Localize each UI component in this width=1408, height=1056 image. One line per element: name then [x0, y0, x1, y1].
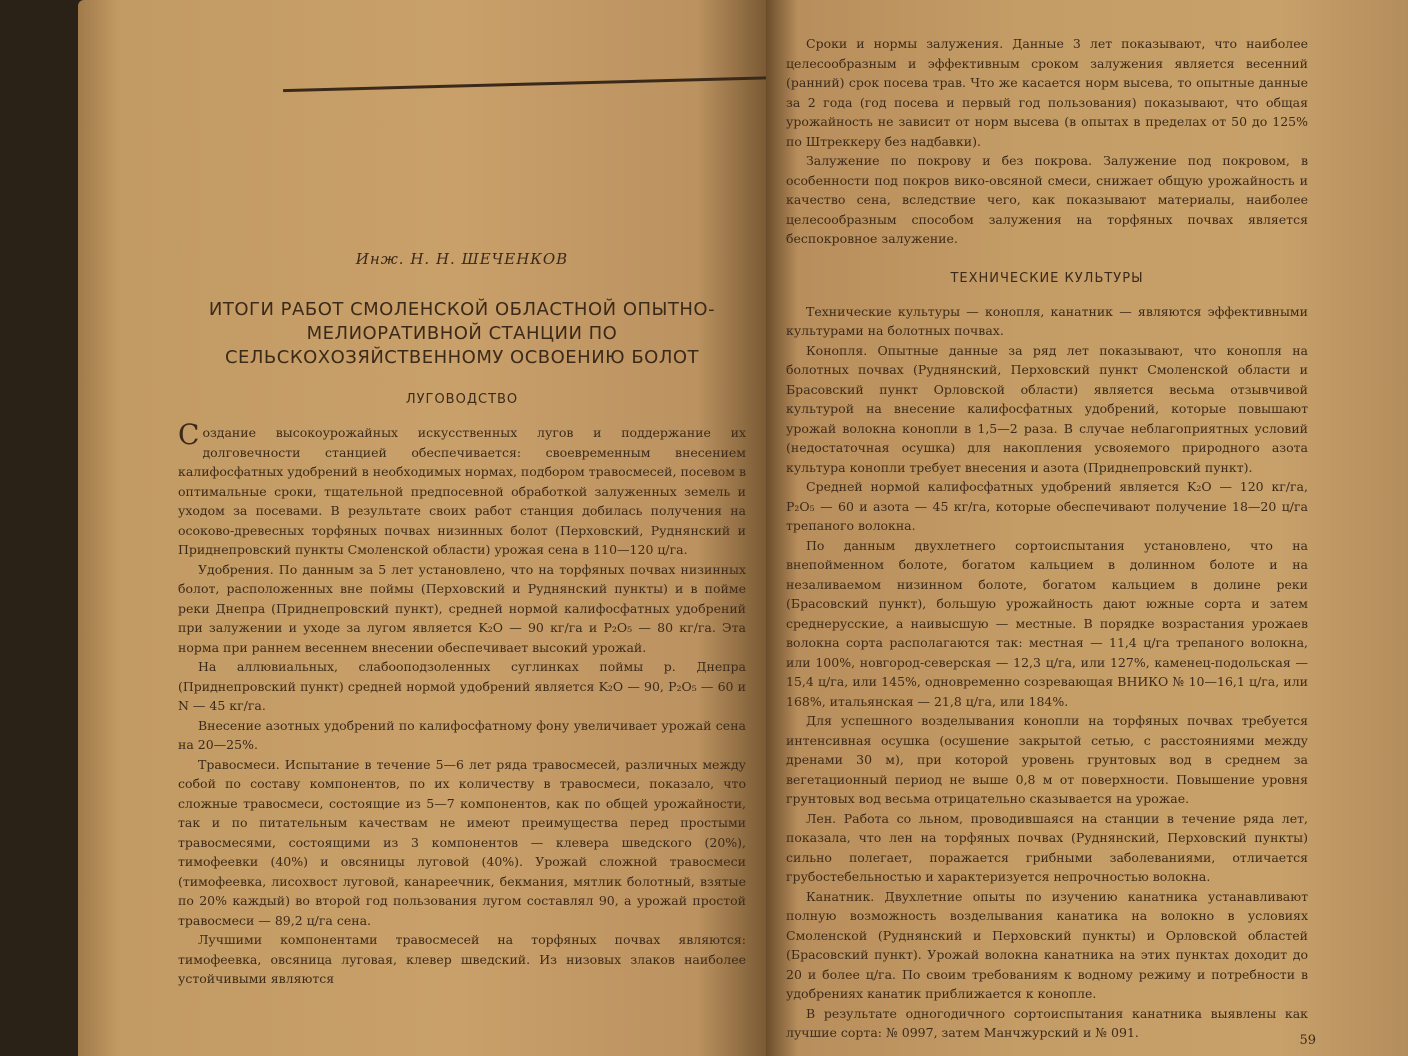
page-number: 59 — [1299, 1033, 1316, 1048]
paragraph: Средней нормой калифосфатных удобрений является K₂O — 120 кг/га, P₂O₅ — 60 и азота — 45 кг/га, которые обеспечивают получение 18—20 ц/га трепаного волокна. — [786, 479, 1308, 533]
left-page — [78, 0, 766, 1056]
section-heading: ТЕХНИЧЕСКИЕ КУЛЬТУРЫ — [950, 270, 1144, 286]
paragraph: Лен. Работа со льном, проводившаяся на станции в течение ряда лет, показала, что лен на торфяных почвах (Руднянский, Перховский пункты) сильно полегает, поражается грибными заболеваниями, отличается грубостебельностью и характеризуется непрочностью волокна. — [786, 810, 1308, 884]
paragraph: Внесение азотных удобрений по калифосфатному фону увеличивает урожай сена на 20—25%. — [178, 717, 746, 752]
paragraph: Сроки и нормы залужения. Данные 3 лет показывают, что наиболее целесообразным и эффективным сроком залужения является весенний (ранний) срок посева трав. Что же касается норм высева, то опытные данные за 2 года (год посева и первый год пользования) показывают, что общая урожайность не зависит от норм высева (в опытах в пределах от 50 до 125% по Штреккеру без надбавки). — [786, 36, 1308, 149]
paragraph: Технические культуры — конопля, канатник — являются эффективными культурами на болотных почвах. — [786, 303, 1308, 338]
paragraph: Канатник. Двухлетние опыты по изучению канатника устанавливают полную возможность возделывания канатика на волокно в условиях Смоленской (Руднянский и Перховский пункты) и Орловской областей (Брасовский пункт). Урожай волокна канатника на этих пунктах доходит до 20 и более ц/га. По своим требованиям к водному режиму и потребности в удобрениях канатик приближается к конопле. — [786, 888, 1308, 1001]
paragraph: Для успешного возделывания конопли на торфяных почвах требуется интенсивная осушка (осушение закрытой сетью, с расстояниями между дренами 30 м), при которой уровень грунтовых вод в среднем за вегетационный период не выше 0,8 м от поверхности. Повышение уровня грунтовых вод весьма отрицательно сказывается на урожае. — [786, 713, 1308, 806]
paragraph: Травосмеси. Испытание в течение 5—6 лет ряда травосмесей, различных между собой по составу компонентов, по их количеству в травосмеси, показало, что сложные травосмеси, состоящие из 5—7 компонентов, как по общей урожайности, так и по питательным качествам не имеют преимущества перед простыми травосмесями, состоящими из 3 компонентов — клевера шведского (20%), тимофеевки (40%) и овсяницы луговой (40%). Урожай сложной травосмеси (тимофеевка, лисохвост луговой, канареечник, бекмания, мятлик болотный, взятые по 20% каждый) во второй год пользования лугом составлял 90, а урожай простой травосмеси — 89,2 ц/га сена. — [178, 756, 746, 928]
paragraph: Залужение по покрову и без покрова. Залужение под покровом, в особенности под покров вико-овсяной смеси, снижает общую урожайность и качество сена, вследствие чего, как показывают материалы, наиболее целесообразным способом залужения на торфяных почвах является беспокровное залужение. — [786, 153, 1308, 246]
paragraph: Лучшими компонентами травосмесей на торфяных почвах являются: тимофеевка, овсяница луговая, клевер шведский. Из низовых злаков наиболее устойчивыми являются — [178, 932, 746, 986]
right-page — [766, 0, 1408, 1056]
article-title: ИТОГИ РАБОТ СМОЛЕНСКОЙ ОБЛАСТНОЙ ОПЫТНО-МЕЛИОРАТИВНОЙ СТАНЦИИ ПО СЕЛЬСКОХОЗЯЙСТВЕННОМУ ОСВОЕНИЮ БОЛОТ — [208, 299, 716, 368]
paragraph: По данным двухлетнего сортоиспытания установлено, что на внепойменном болоте, богатом кальцием в долинном болоте и на незаливаемом низинном болоте, богатом кальцием в долине реки (Брасовский пункт), большую урожайность дают южные сорта и затем среднерусские, а наивысшую — местные. В порядке возрастания урожаев волокна сорта располагаются так: местная — 11,4 ц/га трепаного волокна, или 100%, новгород-северская — 12,3 ц/га, или 127%, каменец-подольская — 15,4 ц/га, или 145%, одновременно созревающая ВНИКО № 10—16,1 ц/га, или 168%, итальянская — 21,8 ц/га, или 184%. — [786, 537, 1308, 709]
paragraph: На аллювиальных, слабооподзоленных суглинках поймы р. Днепра (Приднепровский пункт) средней нормой удобрений является K₂O — 90, P₂O₅ — 60 и N — 45 кг/га. — [178, 659, 746, 713]
paragraph: Создание высокоурожайных искусственных лугов и поддержание их долговечности станцией обеспечивается: своевременным внесением калифосфатных удобрений в необходимых нормах, подбором травосмесей, посевом в оптимальные сроки, тщательной предпосевной обработкой залуженных земель и уходом за посевами. В результате своих работ станция добилась получения на осоково-древесных торфяных почвах низинных болот (Перховский, Руднянский и Приднепровский пункты Смоленской области) урожая сена в 110—120 ц/га. — [178, 418, 746, 557]
paragraph: Конопля. Опытные данные за ряд лет показывают, что конопля на болотных почвах (Руднянский, Перховский пункт Смоленской области и Брасовский пункт Орловской области) является весьма отзывчивой культурой на внесение калифосфатных удобрений, которые повышают урожай волокна конопли в 1,5—2 раза. В случае неблагоприятных условий (недостаточная осушка) для накопления усвояемого природного азота культура конопли требует внесения и азота (Приднепровский пункт). — [786, 342, 1308, 475]
section-heading: ЛУГОВОДСТВО — [405, 392, 519, 407]
header-rule — [283, 75, 766, 92]
paragraph: В результате одногодичного сортоиспытания канатника выявлены как лучшие сорта: № 0997, затем Манчжурский и № 091. — [786, 1005, 1308, 1040]
paragraph: Удобрения. По данным за 5 лет установлено, что на торфяных почвах низинных болот, расположенных вне поймы (Перховский и Руднянский пункты) и в пойме реки Днепра (Приднепровский пункт), средней нормой калифосфатных удобрений при залужении и уходе за лугом является K₂O — 90 кг/га и P₂O₅ — 80 кг/га. Эта норма при раннем весеннем внесении обеспечивает высокий урожай. — [178, 561, 746, 655]
author: Инж. Н. Н. ШЕЧЕНКОВ — [355, 250, 569, 268]
